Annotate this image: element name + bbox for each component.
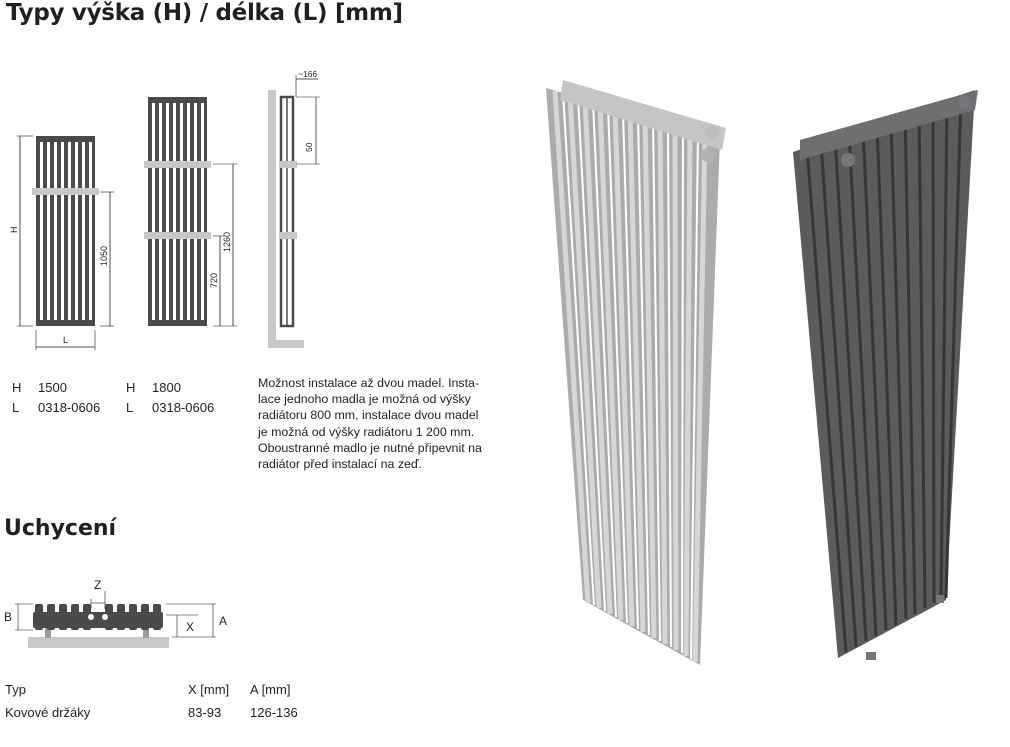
note-line: je možná od výšky radiátoru 1 200 mm.: [258, 424, 475, 439]
towel-bar-upper: [144, 161, 211, 168]
spec-1500: [12, 378, 100, 418]
radiator-render-light: [546, 80, 726, 665]
spec-h-key: H: [12, 380, 22, 395]
spec-l-value: 0318-0606: [38, 400, 101, 415]
radiator-frame: [148, 97, 207, 326]
floor: [268, 340, 304, 348]
table-cell-x: 83-93: [188, 705, 222, 720]
spec-l-key: L: [126, 400, 134, 415]
label-z: Z: [94, 578, 102, 592]
floor-plate: [28, 637, 169, 648]
spec-1800: [126, 378, 214, 418]
label-720: 720: [209, 272, 219, 288]
table-header-type: Typ: [5, 682, 26, 697]
label-b: B: [4, 610, 13, 624]
radiator-render-dark: [793, 90, 978, 660]
spec-h-value: 1500: [38, 380, 67, 395]
label-1260: 1260: [222, 231, 232, 252]
page-title: Typy výška (H) / délka (L) [mm]: [6, 0, 403, 26]
label-50: 50: [304, 142, 314, 152]
label-1050: 1050: [99, 245, 109, 266]
note-line: Oboustranné madlo je nutné připevnit na: [258, 440, 482, 455]
spec-l-value: 0318-0606: [152, 400, 215, 415]
note-line: radiátor před instalací na zeď.: [258, 457, 422, 472]
table-header-a: A [mm]: [250, 682, 291, 697]
label-166: ~166: [298, 69, 318, 79]
table-cell-a: 126-136: [250, 705, 298, 720]
wall: [268, 90, 276, 348]
note-line: lace jednoho madla je možná od výšky: [258, 392, 471, 407]
table-cell-type: Kovové držáky: [5, 705, 91, 720]
radiator-frame: [36, 136, 95, 326]
towel-bar-lower: [144, 232, 211, 239]
table-header-x: X [mm]: [188, 682, 230, 697]
spec-h-value: 1800: [152, 380, 181, 395]
towel-bar: [32, 188, 99, 195]
note-line: Možnost instalace až dvou madel. Insta-: [258, 376, 480, 390]
label-x: X: [186, 620, 195, 634]
handle-installation-note: [258, 375, 498, 472]
radiator-front-drawing-1800: [144, 97, 237, 326]
note-line: radiátoru 800 mm, instalace dvou madel: [258, 408, 479, 423]
label-h: H: [9, 226, 19, 233]
spec-h-key: H: [126, 380, 136, 395]
label-a: A: [219, 614, 228, 628]
mount-drawing: [4, 578, 227, 648]
section-title-mount: Uchycení: [4, 516, 117, 541]
radiator-side-drawing: [268, 69, 320, 348]
label-l: L: [63, 335, 69, 345]
radiator-front-drawing-1500: [9, 136, 114, 350]
spec-l-key: L: [12, 400, 20, 415]
